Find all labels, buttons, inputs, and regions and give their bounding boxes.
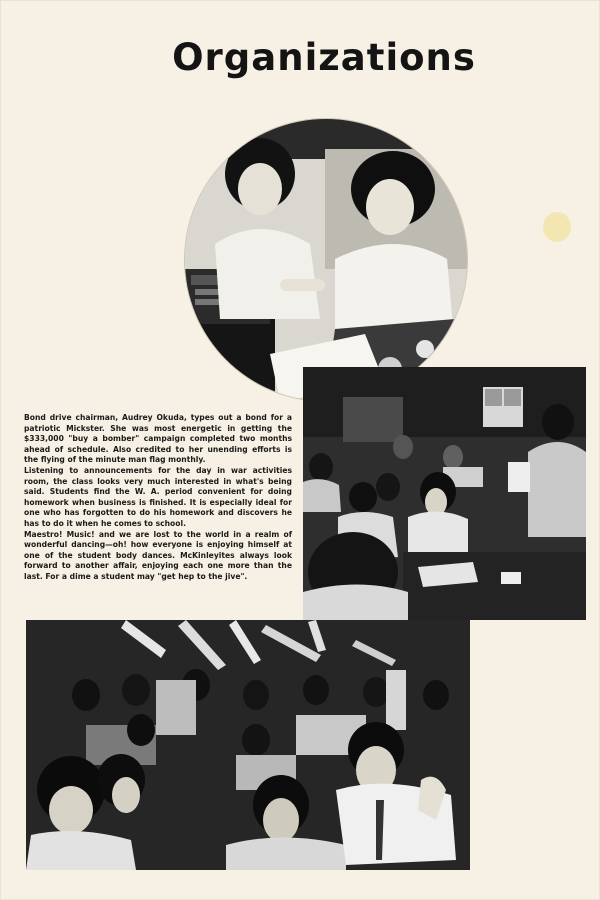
caption-war-activities: Listening to announcements for the day in war activities room, the class looks very much interested in what's being said. Students find the W. A. period convenient for doing homework when business is finished. It is especially ideal for one who has forgotten to do his homework and discovers he has to do it when he comes to school. (24, 465, 292, 528)
caption-block (24, 413, 292, 583)
bond-drive-photo (185, 119, 467, 401)
caption-dance: Maestro! Music! and we are lost to the world in a realm of wonderful dancing—oh! how everyone is enjoying himself at one of the student body dances. McKinleyites always look forward to another affair, enjoying each one more than the last. For a dime a student may "get hep to the jive". (24, 529, 292, 581)
paper-stain (543, 212, 571, 242)
page-title: Organizations (172, 36, 476, 79)
caption-bond-drive: Bond drive chairman, Audrey Okuda, types out a bond for a patriotic Mickster. She was most energetic in getting the $333,000 "buy a bomber" campaign completed two months ahead of schedule. Also credited to her unending efforts is the flying of the minute man flag monthly. (24, 413, 292, 465)
student-dance-photo (26, 620, 470, 870)
war-activities-room-photo (303, 367, 586, 620)
